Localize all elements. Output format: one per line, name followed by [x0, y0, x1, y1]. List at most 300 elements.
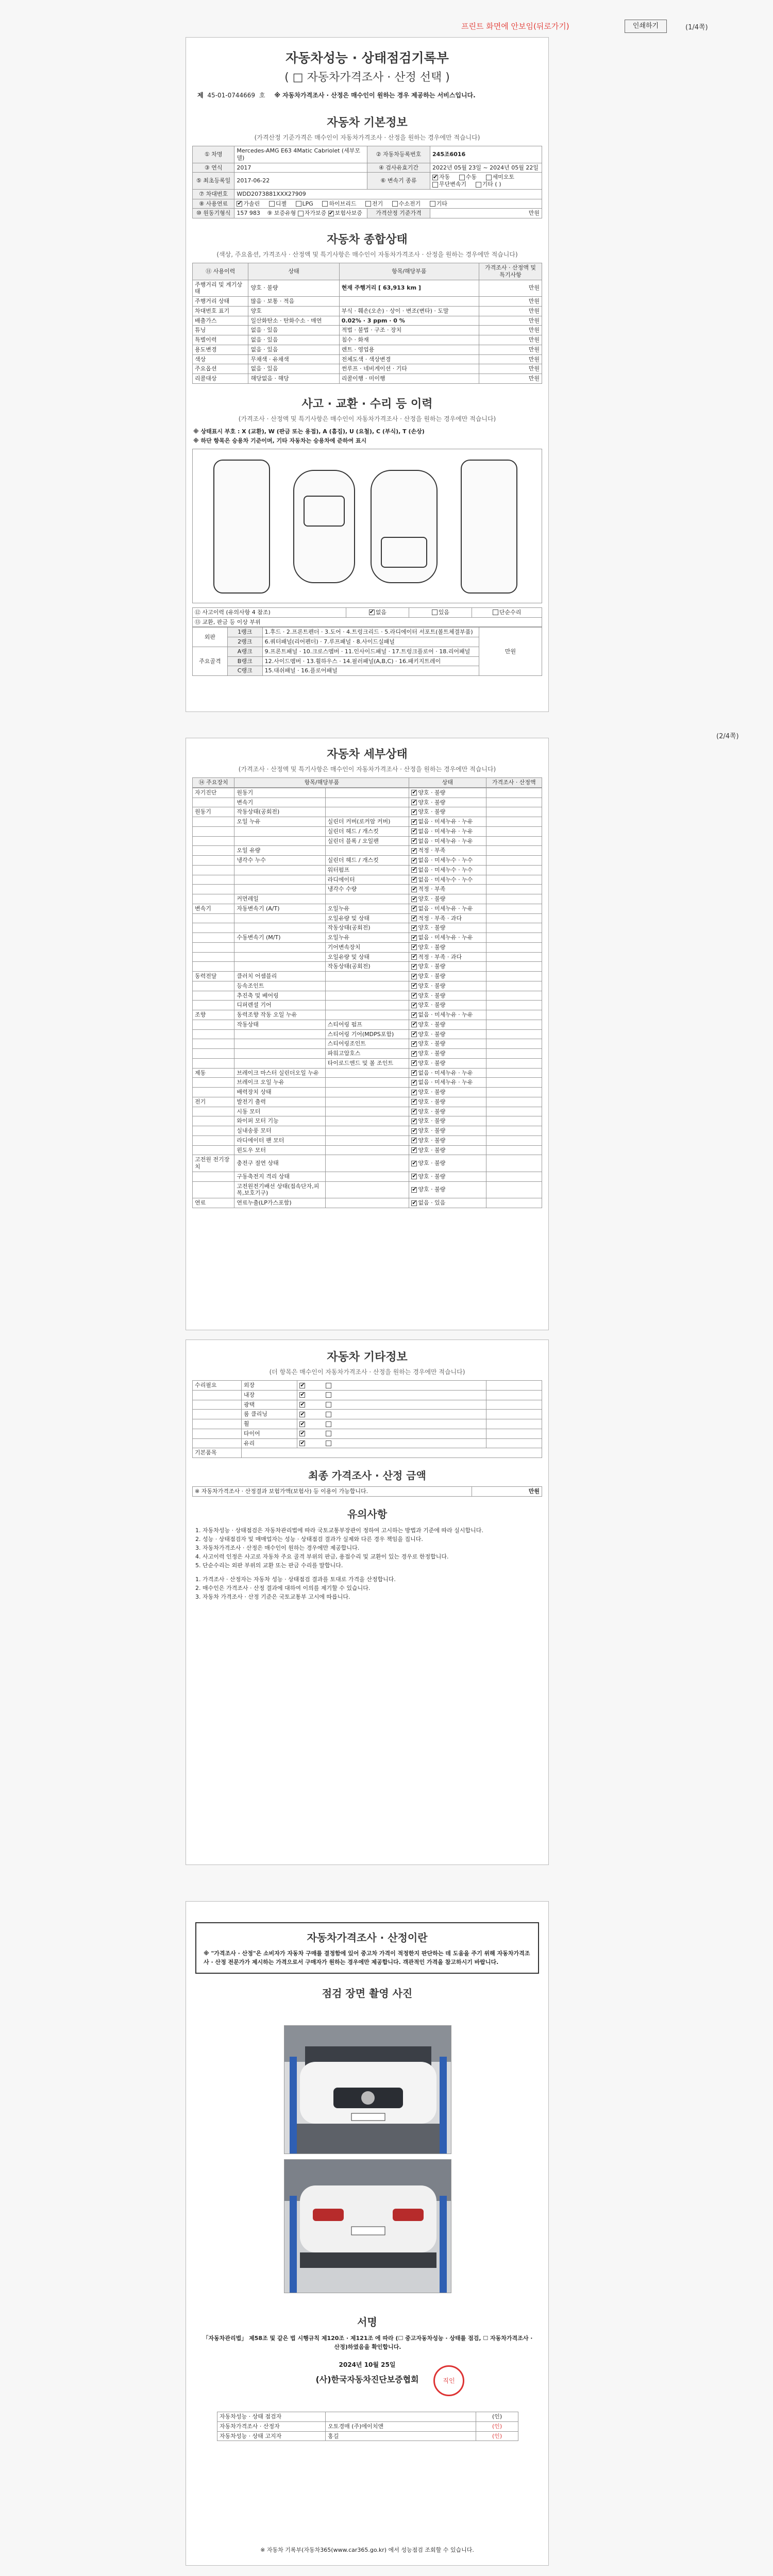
etc-group [193, 1419, 242, 1429]
detail-subitem [325, 798, 409, 807]
detail-status-text: 양호 · 불량 [418, 1127, 446, 1134]
checkbox-icon [411, 1109, 417, 1114]
detail-status [409, 972, 486, 981]
checkbox-icon [326, 1421, 331, 1427]
table-row [193, 1410, 542, 1419]
etc-group [193, 1410, 242, 1419]
checkbox-icon [299, 1431, 305, 1436]
car-rear-photo-icon [284, 2160, 451, 2293]
detail-price [486, 1049, 542, 1059]
detail-subitem [325, 1116, 409, 1126]
table-row [193, 1429, 542, 1438]
table-row: 특별이력 없음 · 있음 침수 · 화재 만원 [193, 335, 542, 345]
detail-item: 클러치 어셈블리 [234, 972, 325, 981]
checkbox-icon [411, 809, 417, 815]
table-row [193, 846, 542, 856]
etc-item: 유리 [241, 1438, 297, 1448]
detail-status-text: 양호 · 불량 [418, 963, 446, 970]
etc-item: 광택 [241, 1400, 297, 1410]
detail-subitem: 실린더 헤드 / 개스킷 [325, 856, 409, 866]
detail-subitem [325, 1001, 409, 1010]
etc-price [486, 1390, 542, 1400]
table-row [193, 991, 542, 1001]
checkbox-icon [411, 887, 417, 892]
detail-group [193, 1001, 234, 1010]
association-seal: 직인 [433, 2365, 464, 2396]
table-row: B랭크 12.사이드멤버 · 13.휠하우스 · 14.필러패널(A,B,C) · 16.패키지트레이 [193, 656, 542, 666]
detail-status-text: 없음 · 미세누유 · 누유 [418, 934, 473, 941]
detail-subitem: 타이로드엔드 및 볼 조인트 [325, 1058, 409, 1068]
detail-status-text: 없음 · 미세누유 · 누유 [418, 905, 473, 912]
checkbox-icon [476, 182, 481, 188]
detail-status [409, 942, 486, 952]
detail-subitem: 오일유량 및 상태 [325, 913, 409, 923]
detail-status-text: 없음 · 미세누수 · 누수 [418, 857, 473, 863]
detail-subitem [325, 1107, 409, 1116]
detail-status-text: 양호 · 불량 [418, 982, 446, 989]
checkbox-icon [432, 182, 438, 188]
checkbox-icon [459, 175, 465, 180]
caution-line: 5. 단순수리는 외판 부위의 교환 또는 판금 수리를 말합니다. [195, 1562, 343, 1569]
detail-subitem [325, 807, 409, 817]
checkbox-icon [411, 925, 417, 931]
detail-group [193, 1039, 234, 1049]
detail-item: 작동상태 [234, 1020, 325, 1029]
table-row [193, 788, 542, 798]
detail-group [193, 1116, 234, 1126]
detail-price [486, 962, 542, 972]
other-info-table [192, 1380, 542, 1458]
etc-price [486, 1419, 542, 1429]
detail-subitem [325, 846, 409, 856]
detail-status-text: 양호 · 불량 [418, 1030, 446, 1038]
table-row [193, 1078, 542, 1088]
vin-number: WDD2073881XXX27909 [234, 189, 542, 199]
table-row [193, 1058, 542, 1068]
detail-status [409, 1068, 486, 1078]
table-row [193, 856, 542, 866]
checkbox-icon [493, 609, 498, 615]
transmission-options: ✔자동 수동 세미오토 무단변속기 기타 ( ) [430, 173, 542, 190]
checkbox-icon [392, 201, 398, 207]
detail-status-text: 없음 · 미세누유 · 누유 [418, 1069, 473, 1076]
etc-status [297, 1429, 486, 1438]
signature-date: 2024년 10월 25일 [339, 2361, 396, 2368]
checkbox-icon [326, 1412, 331, 1417]
detail-status-text: 없음 · 미세누수 · 누수 [418, 876, 473, 883]
accident-summary-table: ⑫ 사고이력 (유의사항 4 참조) ✔ 없음 있음 단순수리 ⑬ 교환, 판금 등 이상 부위 [192, 607, 542, 628]
model-year: 2017 [234, 163, 367, 173]
detail-price [486, 865, 542, 875]
table-row [193, 798, 542, 807]
checkbox-icon [411, 1118, 417, 1124]
table-row [193, 1029, 542, 1039]
detail-price [486, 1001, 542, 1010]
first-registration: 2017-06-22 [234, 173, 367, 190]
etc-group [193, 1390, 242, 1400]
detail-group [193, 1078, 234, 1088]
checkbox-icon [411, 1128, 417, 1134]
detail-status [409, 1088, 486, 1097]
checkbox-icon [432, 609, 438, 615]
checkbox-icon [411, 1200, 417, 1206]
checkbox-icon [296, 201, 301, 207]
table-row: 자동차성능 · 상태 고지자 홍길 (인) [217, 2431, 518, 2441]
table-row [193, 1136, 542, 1145]
table-row [193, 981, 542, 991]
table-row [193, 1039, 542, 1049]
checkbox-icon [326, 1402, 331, 1408]
detail-subitem: 오일누유 [325, 904, 409, 913]
detail-status [409, 875, 486, 885]
car-rear-window [381, 537, 427, 568]
etc-item: 휠 [241, 1419, 297, 1429]
detail-status [409, 788, 486, 798]
detail-status [409, 1155, 486, 1172]
page-number: (1/4쪽) [685, 24, 708, 31]
detail-status-text: 양호 · 불량 [418, 808, 446, 816]
table-row [193, 1107, 542, 1116]
detail-status-text: 양호 · 불량 [418, 1186, 446, 1193]
detail-item [234, 913, 325, 923]
detail-group [193, 1049, 234, 1059]
detail-status [409, 904, 486, 913]
checkbox-icon [237, 201, 242, 207]
detail-status [409, 1049, 486, 1059]
detail-price [486, 1020, 542, 1029]
detail-price [486, 991, 542, 1001]
table-row: 2랭크 6.쿼터패널(리어펜더) · 7.루프패널 · 8.사이드실패널 [193, 637, 542, 647]
etc-price [486, 1429, 542, 1438]
car-side-right-outline [461, 460, 517, 594]
detail-status-title: 자동차 세부상태 [327, 748, 408, 761]
checkbox-icon [486, 175, 492, 180]
detail-subitem [325, 1088, 409, 1097]
detail-item: 고전원전기배선 상태(접속단자,피복,보호기구) [234, 1181, 325, 1198]
accident-history-title: 사고 · 교환 · 수리 등 이력 [301, 397, 433, 411]
detail-status [409, 1010, 486, 1020]
detail-group [193, 1172, 234, 1181]
detail-price [486, 1172, 542, 1181]
table-row: 주요옵션 없음 · 있음 썬루프 · 네비게이션 · 기타 만원 [193, 364, 542, 374]
detail-item: 연료누출(LP가스포함) [234, 1198, 325, 1208]
table-row [193, 1198, 542, 1208]
checkbox-icon [326, 1383, 331, 1388]
checkbox-icon [411, 916, 417, 921]
detail-price [486, 1068, 542, 1078]
detail-group [193, 952, 234, 962]
top-toolbar [0, 19, 773, 39]
detail-subitem: 실린더 커버(로커암 커버) [325, 817, 409, 827]
detail-status [409, 894, 486, 904]
table-row: 색상 무채색 · 유채색 전체도색 · 색상변경 만원 [193, 354, 542, 364]
checkbox-icon [411, 1041, 417, 1047]
detail-group: 제동 [193, 1068, 234, 1078]
print-button[interactable]: 인쇄하기 [625, 20, 667, 33]
checkbox-icon [430, 201, 435, 207]
detail-status [409, 1107, 486, 1116]
basic-info-table: ① 차명 Mercedes-AMG E63 4Matic Cabriolet (세부모델) ② 자동차등록번호 245조6016 ③ 연식 2017 ④ 검사유효기간 2022년 05월 23일 ~ 2024년 05월 22일 ⑤ 최초등록일 2017-06-22 ⑥ 변속기 종류 ✔자동 수동 세미오토 무단변속기 기타 ( ) ⑦ 차대번호 WDD2073881XXX27909 ⑧ 사용연료 ✔ 가솔린 디젤 LPG 하이브리드 전기 수소전기 기타 ⑩ 원동기형식 157 983 ⑨ 보증유형 자가보증 ✔ 보험사보증 가격산정 기준가격 만원 [192, 146, 542, 218]
detail-item: 구동축전지 격리 상태 [234, 1172, 325, 1181]
detail-status [409, 807, 486, 817]
table-row [193, 1181, 542, 1198]
document-title: 자동차성능 · 상태점검기록부 [285, 50, 449, 65]
detail-group [193, 1029, 234, 1039]
table-row: C랭크 15.대쉬패널 · 16.플로어패널 [193, 666, 542, 676]
table-row [193, 865, 542, 875]
detail-price [486, 856, 542, 866]
detail-rows [192, 788, 542, 1208]
etc-status [297, 1381, 486, 1391]
engine-type: 157 983 ⑨ 보증유형 자가보증 ✔ 보험사보증 [234, 209, 367, 218]
accident-legend-2: ※ 하단 항목은 승용차 기준이며, 기타 자동차는 승용차에 준하여 표시 [193, 437, 367, 444]
detail-item: 와이퍼 모터 기능 [234, 1116, 325, 1126]
detail-subitem [325, 1097, 409, 1107]
detail-price [486, 788, 542, 798]
detail-item [234, 1058, 325, 1068]
checkbox-icon [299, 1402, 305, 1408]
table-row [193, 1390, 542, 1400]
detail-status-text: 양호 · 불량 [418, 1098, 446, 1105]
checkbox-icon [411, 1174, 417, 1179]
detail-item: 동력조향 작동 오일 누유 [234, 1010, 325, 1020]
detail-status-text: 양호 · 불량 [418, 1050, 446, 1057]
caution-line: 2. 성능 · 상태점검자 및 매매업자는 성능 · 상태점검 결과가 실제와 다른 경우 책임을 집니다. [195, 1535, 423, 1543]
detail-status-text: 양호 · 불량 [418, 992, 446, 999]
detail-price [486, 826, 542, 836]
final-price-value: 만원 [472, 1487, 542, 1497]
table-row [193, 817, 542, 827]
detail-item: 등속조인트 [234, 981, 325, 991]
detail-subitem [325, 894, 409, 904]
etc-group [193, 1438, 242, 1448]
detail-status [409, 1029, 486, 1039]
detail-status [409, 1058, 486, 1068]
table-row [193, 1438, 542, 1448]
checkbox-icon [299, 1392, 305, 1398]
detail-status [409, 933, 486, 943]
detail-price [486, 875, 542, 885]
table-row [193, 1068, 542, 1078]
detail-status [409, 981, 486, 991]
detail-subitem [325, 1078, 409, 1088]
checkbox-icon [411, 1012, 417, 1018]
table-row [193, 1419, 542, 1429]
caution-line: 1. 가격조사 · 산정자는 자동차 성능 · 상태점검 결과를 토대로 가격을 산정합니다. [195, 1575, 396, 1583]
detail-item: 시동 모터 [234, 1107, 325, 1116]
detail-item [234, 942, 325, 952]
table-row [193, 1155, 542, 1172]
checkbox-icon [411, 1060, 417, 1066]
table-row: 주요골격 A랭크 9.프론트패널 · 10.크로스멤버 · 11.인사이드패널 · 17.트렁크플로어 · 18.리어패널 [193, 647, 542, 656]
detail-item: 배력장치 상태 [234, 1088, 325, 1097]
detail-status-text: 양호 · 불량 [418, 1108, 446, 1115]
detail-subitem: 라디에이터 [325, 875, 409, 885]
detail-item [234, 1049, 325, 1059]
final-price-table: ※ 자동차가격조사 · 산정결과 보험가액(보험사) 등 이용이 가능합니다. 만원 [192, 1486, 542, 1497]
detail-status-text: 적정 · 부족 · 과다 [418, 914, 462, 922]
detail-item [234, 836, 325, 846]
etc-status [297, 1390, 486, 1400]
table-row [193, 826, 542, 836]
detail-group [193, 798, 234, 807]
detail-group [193, 817, 234, 827]
detail-price [486, 1097, 542, 1107]
detail-item [234, 885, 325, 894]
detail-group [193, 856, 234, 866]
detail-item: 실내송풍 모터 [234, 1126, 325, 1136]
detail-price [486, 1078, 542, 1088]
table-row [193, 904, 542, 913]
detail-status [409, 817, 486, 827]
table-row [193, 1097, 542, 1107]
checkbox-icon [299, 1412, 305, 1417]
checkbox-icon [411, 906, 417, 911]
detail-group [193, 1088, 234, 1097]
table-row [193, 1400, 542, 1410]
checkbox-icon [411, 993, 417, 998]
detail-status-text: 양호 · 불량 [418, 924, 446, 931]
detail-price [486, 1107, 542, 1116]
table-row [193, 1020, 542, 1029]
etc-status [297, 1419, 486, 1429]
detail-item [234, 962, 325, 972]
detail-status [409, 1039, 486, 1049]
detail-group [193, 981, 234, 991]
signature-title: 서명 [357, 2316, 377, 2328]
etc-group: 수리필요 [193, 1381, 242, 1391]
car-front-outline [293, 470, 355, 583]
detail-price [486, 942, 542, 952]
table-row [193, 807, 542, 817]
detail-item: 발전기 출력 [234, 1097, 325, 1107]
table-row: 차대번호 표기 양호 부식 · 훼손(오손) · 상이 · 변조(변타) · 도말 만원 [193, 306, 542, 316]
detail-status [409, 1172, 486, 1181]
detail-item [234, 875, 325, 885]
checkbox-icon [365, 201, 371, 207]
detail-group [193, 923, 234, 933]
detail-item: 오일 유량 [234, 846, 325, 856]
checkbox-icon [411, 877, 417, 883]
table-row [193, 836, 542, 846]
etc-price [486, 1381, 542, 1391]
detail-price [486, 798, 542, 807]
detail-group [193, 846, 234, 856]
checkbox-icon [411, 848, 417, 854]
document-subtitle: ( □ 자동차가격조사 · 산정 선택 ) [284, 71, 450, 84]
table-row [193, 1145, 542, 1155]
signer-list [217, 2412, 518, 2441]
etc-price [486, 1400, 542, 1410]
final-price-title: 최종 가격조사 · 산정 금액 [308, 1469, 426, 1482]
detail-status [409, 1078, 486, 1088]
detail-status-text: 양호 · 불량 [418, 1040, 446, 1047]
detail-status [409, 1198, 486, 1208]
detail-status-text: 양호 · 불량 [418, 943, 446, 951]
detail-price [486, 1145, 542, 1155]
table-row: 자동차가격조사 · 산정자 오토경매 (주)에이치앤 (인) [217, 2421, 518, 2431]
detail-subitem [325, 788, 409, 798]
checkbox-icon [299, 1421, 305, 1427]
etc-item: 외장 [241, 1381, 297, 1391]
detail-item: 변속기 [234, 798, 325, 807]
detail-group: 동력전달 [193, 972, 234, 981]
etc-basic-label: 기본품목 [193, 1448, 242, 1458]
detail-status-text: 양호 · 불량 [418, 789, 446, 796]
table-row [193, 1126, 542, 1136]
detail-price [486, 981, 542, 991]
detail-status [409, 885, 486, 894]
detail-price [486, 1116, 542, 1126]
caution-line: 3. 자동차가격조사 · 산정은 매수인이 원하는 경우에만 제공합니다. [195, 1544, 360, 1551]
detail-item: 원동기 [234, 788, 325, 798]
document-number: 45-01-0744669 [207, 92, 256, 99]
checkbox-icon [299, 1383, 305, 1388]
detail-price [486, 1198, 542, 1208]
detail-item: 작동상태(공회전) [234, 807, 325, 817]
checkbox-icon [411, 1031, 417, 1037]
car-front-window [304, 496, 345, 527]
document-number-line: 제 45-01-0744669 호 ※ 자동차가격조사 · 산정은 매수인이 원하는 경우 제공하는 서비스입니다. [197, 92, 476, 99]
detail-status-text: 없음 · 미세누유 · 누유 [418, 837, 473, 844]
checkbox-icon [326, 1431, 331, 1436]
detail-group [193, 1020, 234, 1029]
detail-status [409, 913, 486, 923]
detail-status [409, 923, 486, 933]
detail-group [193, 1126, 234, 1136]
checkbox-icon [411, 1147, 417, 1153]
table-row: 자동차성능 · 상태 점검자 (인) [217, 2412, 518, 2422]
detail-status-text: 양호 · 불량 [418, 799, 446, 806]
detail-status [409, 1136, 486, 1145]
table-row: 주행거리 및 계기상태 양호 · 불량 현재 주행거리 [ 63,913 km ] 만원 [193, 280, 542, 297]
detail-group: 고전원 전기장치 [193, 1155, 234, 1172]
detail-item [234, 865, 325, 875]
table-row [193, 972, 542, 981]
document-note: ※ 자동차가격조사 · 산정은 매수인이 원하는 경우 제공하는 서비스입니다. [274, 92, 476, 99]
detail-subitem: 작동상태(공회전) [325, 962, 409, 972]
detail-item [234, 1029, 325, 1039]
detail-group [193, 885, 234, 894]
detail-subitem [325, 1181, 409, 1198]
detail-item: 수동변속기 (M/T) [234, 933, 325, 943]
detail-group [193, 1145, 234, 1155]
detail-item: 충전구 절연 상태 [234, 1155, 325, 1172]
detail-group [193, 826, 234, 836]
detail-status-text: 적정 · 부족 · 과다 [418, 953, 462, 960]
accident-history-subtitle: (가격조사 · 산정액 및 특기사항은 매수인이 자동차가격조사 · 산정을 원하는 경우에만 적습니다) [238, 415, 496, 422]
checkbox-icon [411, 974, 417, 979]
detail-status-text: 없음 · 있음 [418, 1199, 446, 1206]
checkbox-icon [411, 828, 417, 834]
detail-status-text: 없음 · 미세누유 · 누유 [418, 827, 473, 835]
basic-info-subtitle: (가격산정 기준가격은 매수인이 자동차가격조사 · 산정을 원하는 경우에만 적습니다) [254, 134, 480, 141]
etc-price [486, 1438, 542, 1448]
detail-status [409, 1001, 486, 1010]
print-notice: 프린트 화면에 안보임(뒤로가기) [461, 22, 569, 31]
etc-group [193, 1400, 242, 1410]
table-row [193, 1116, 542, 1126]
detail-group: 자기진단 [193, 788, 234, 798]
page-1 [186, 37, 549, 712]
footer-note: ※ 자동차 기록부(자동차365(www.car365.go.kr) 에서 성능점검 조회할 수 있습니다. [260, 2547, 474, 2553]
checkbox-icon [411, 1070, 417, 1076]
detail-group [193, 1136, 234, 1145]
detail-group: 변속기 [193, 904, 234, 913]
detail-status-text: 양호 · 불량 [418, 1021, 446, 1028]
caution-title: 유의사항 [347, 1507, 388, 1520]
detail-item: 커먼레일 [234, 894, 325, 904]
